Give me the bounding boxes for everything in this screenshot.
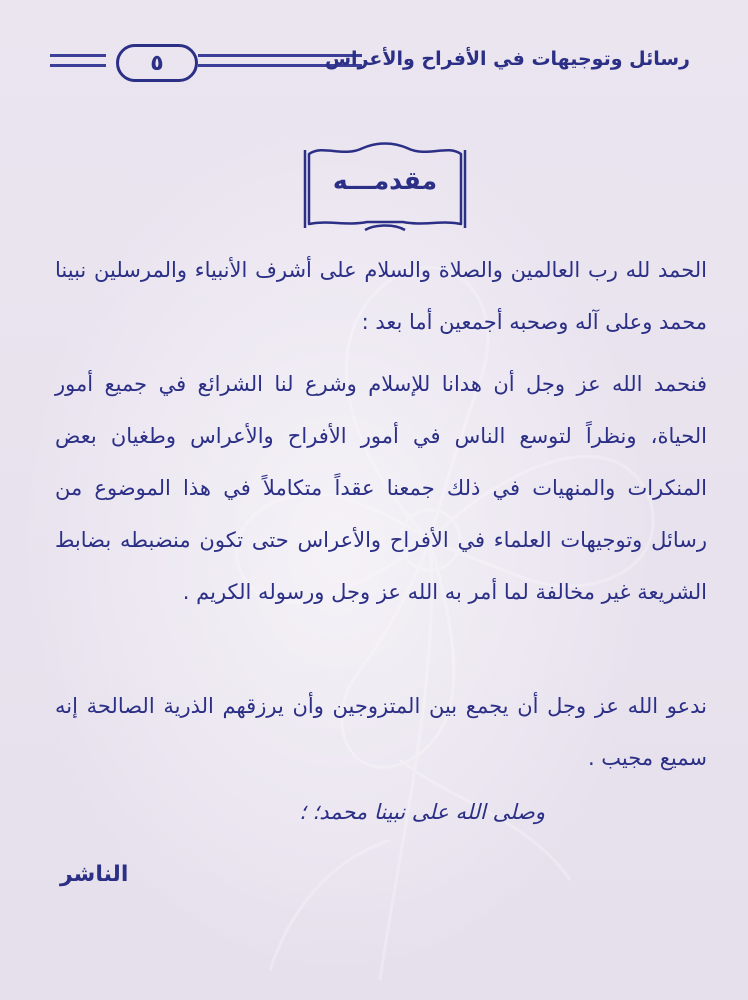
section-title: مقدمـــه [332,166,438,195]
header-rule-left-outer [50,54,106,57]
header-rule-left-outer-2 [50,64,106,67]
page-header [50,40,690,84]
publisher-signature: الناشر [60,862,129,887]
paragraph-2: فنحمد الله عز وجل أن هدانا للإسلام وشرع لنا الشرائع في جميع أمور الحياة، ونظراً لتوسع الناس في أمور الأفراح والأعراس وطغيان بعض المنكرات والمنهيات في ذلك جمعنا عقداً متكاملاً في هذا الموضوع من رسائل وتوجيهات العلماء في الأفراح والأعراس حتى تكون منضبطه بضابط الشريعة غير مخالفة لما أمر به الله عز وجل ورسوله الكريم . [55,372,707,604]
paragraph-3: ندعو الله عز وجل أن يجمع بين المتزوجين وأن يرزقهم الذرية الصالحة إنه سميع مجيب . [55,694,707,770]
closing-line: وصلى الله على نبينا محمد؛ ؛ [299,800,545,824]
page-number-badge [116,44,198,82]
page-number: ٥ [150,50,164,76]
paragraph-1: الحمد لله رب العالمين والصلاة والسلام على أشرف الأنبياء والمرسلين نبينا محمد وعلى آله وصحبه أجمعين أما بعد : [55,258,707,334]
section-title-frame [303,140,467,232]
running-title: رسائل وتوجيهات في الأفراح والأعراس [324,48,690,70]
